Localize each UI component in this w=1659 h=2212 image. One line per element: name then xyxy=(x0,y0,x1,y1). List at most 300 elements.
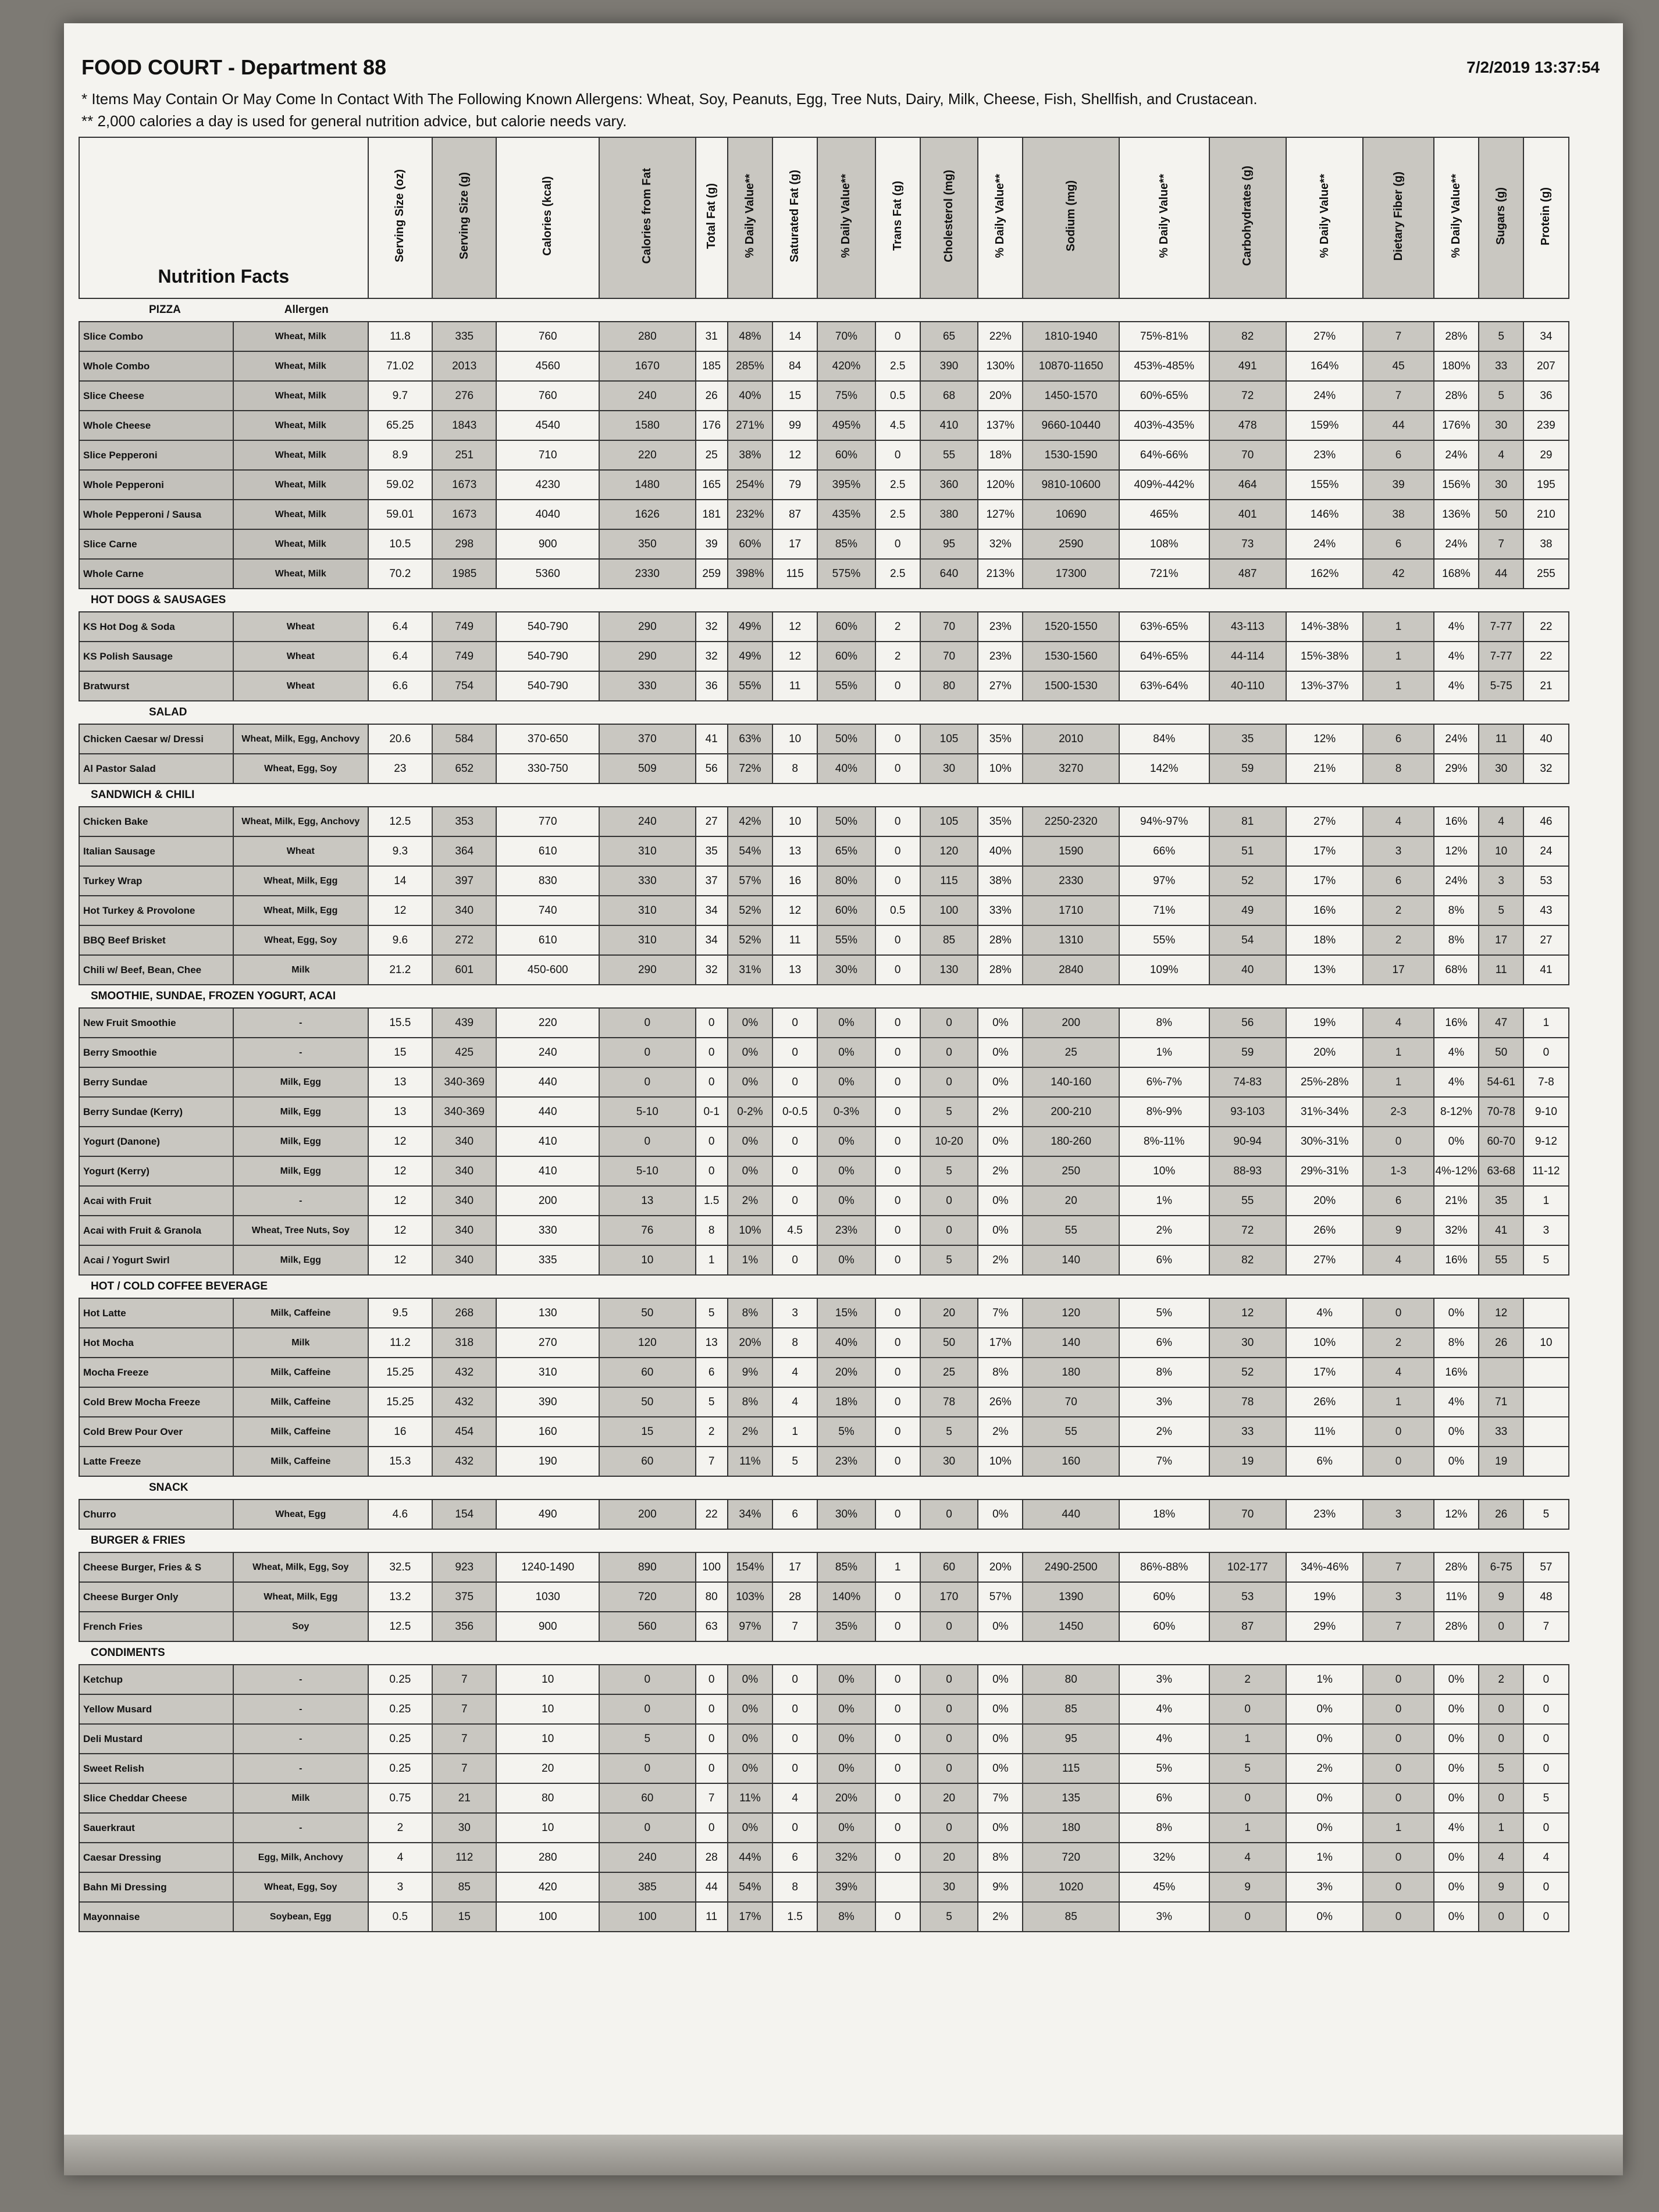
nutrition-value: 30 xyxy=(920,1447,978,1476)
section-title: SNACK xyxy=(79,1476,1569,1499)
nutrition-value: 176% xyxy=(1434,411,1479,440)
nutrition-value: 6 xyxy=(1363,724,1433,754)
nutrition-value: 84% xyxy=(1119,724,1209,754)
nutrition-value: 4% xyxy=(1286,1298,1363,1328)
nutrition-value: 53 xyxy=(1523,866,1568,896)
nutrition-value: 59.01 xyxy=(368,500,432,529)
item-name: Caesar Dressing xyxy=(79,1843,233,1872)
column-header-label: Sugars (g) xyxy=(1494,187,1508,245)
nutrition-value: 240 xyxy=(496,1038,599,1067)
nutrition-value: 15 xyxy=(599,1417,696,1447)
nutrition-value: 487 xyxy=(1209,559,1286,589)
item-allergens: Milk xyxy=(233,1328,368,1358)
nutrition-value: 0.25 xyxy=(368,1754,432,1783)
nutrition-value: 159% xyxy=(1286,411,1363,440)
nutrition-value: 5 xyxy=(696,1298,728,1328)
nutrition-value: 7 xyxy=(432,1754,496,1783)
nutrition-value: 10 xyxy=(772,807,817,836)
nutrition-value: 2 xyxy=(875,612,920,642)
nutrition-value: 24% xyxy=(1286,381,1363,411)
nutrition-value: 0 xyxy=(1363,1447,1433,1476)
item-name: Cheese Burger, Fries & S xyxy=(79,1552,233,1582)
nutrition-value: 3 xyxy=(1363,836,1433,866)
nutrition-value: 7 xyxy=(1363,381,1433,411)
nutrition-value: 8 xyxy=(772,1872,817,1902)
table-row xyxy=(79,1417,1614,1447)
nutrition-value: 2 xyxy=(875,642,920,671)
nutrition-value: 2590 xyxy=(1023,529,1119,559)
nutrition-value: 5-75 xyxy=(1479,671,1523,701)
item-allergens: Soy xyxy=(233,1612,368,1641)
nutrition-value: 4% xyxy=(1119,1694,1209,1724)
nutrition-value: 1390 xyxy=(1023,1582,1119,1612)
nutrition-value: 0 xyxy=(875,1499,920,1529)
nutrition-value: 30 xyxy=(432,1813,496,1843)
item-allergens: Wheat, Milk xyxy=(233,559,368,589)
nutrition-value: 2 xyxy=(1363,896,1433,925)
nutrition-value: 0 xyxy=(772,1245,817,1275)
nutrition-value: 15.3 xyxy=(368,1447,432,1476)
nutrition-value: 20% xyxy=(978,381,1023,411)
nutrition-value: 0 xyxy=(875,1724,920,1754)
nutrition-value: 1480 xyxy=(599,470,696,500)
item-name: Deli Mustard xyxy=(79,1724,233,1754)
nutrition-value: 3 xyxy=(1363,1582,1433,1612)
nutrition-value: 75% xyxy=(817,381,875,411)
nutrition-value: 22% xyxy=(978,322,1023,351)
nutrition-value: 0 xyxy=(875,529,920,559)
nutrition-value: 0 xyxy=(1523,1038,1568,1067)
section-header-row xyxy=(79,1476,1614,1499)
nutrition-value: 0 xyxy=(696,1156,728,1186)
nutrition-value: 63-68 xyxy=(1479,1156,1523,1186)
nutrition-value: 23% xyxy=(978,642,1023,671)
nutrition-value: 6-75 xyxy=(1479,1552,1523,1582)
nutrition-value: 0 xyxy=(1523,1665,1568,1694)
nutrition-value: 11% xyxy=(1434,1582,1479,1612)
nutrition-value: 28 xyxy=(696,1843,728,1872)
nutrition-value: 20% xyxy=(978,1552,1023,1582)
nutrition-value: 1500-1530 xyxy=(1023,671,1119,701)
nutrition-value: 115 xyxy=(772,559,817,589)
nutrition-value: 21% xyxy=(1286,754,1363,783)
table-row xyxy=(79,1245,1614,1275)
nutrition-value: 0 xyxy=(875,1008,920,1038)
nutrition-value: 70 xyxy=(920,642,978,671)
nutrition-value: 32.5 xyxy=(368,1552,432,1582)
nutrition-value: 0.5 xyxy=(875,896,920,925)
item-allergens: Wheat, Egg xyxy=(233,1499,368,1529)
nutrition-value: 50% xyxy=(817,724,875,754)
nutrition-value: 7% xyxy=(978,1783,1023,1813)
nutrition-value: 12 xyxy=(772,612,817,642)
nutrition-value: 0.25 xyxy=(368,1665,432,1694)
nutrition-value: 3 xyxy=(368,1872,432,1902)
nutrition-value: 0% xyxy=(1434,1298,1479,1328)
nutrition-value: 2 xyxy=(368,1813,432,1843)
nutrition-value: 160 xyxy=(496,1417,599,1447)
nutrition-value: 70% xyxy=(817,322,875,351)
nutrition-value: 0 xyxy=(1363,1724,1433,1754)
nutrition-value: 0% xyxy=(817,1245,875,1275)
nutrition-value: 465% xyxy=(1119,500,1209,529)
nutrition-value: 142% xyxy=(1119,754,1209,783)
nutrition-value: 17300 xyxy=(1023,559,1119,589)
nutrition-value: 720 xyxy=(1023,1843,1119,1872)
nutrition-value: 57% xyxy=(978,1582,1023,1612)
nutrition-value: 60 xyxy=(920,1552,978,1582)
nutrition-value: 0 xyxy=(875,1245,920,1275)
nutrition-value: 0% xyxy=(728,1813,772,1843)
nutrition-value: 0 xyxy=(875,1387,920,1417)
item-allergens: - xyxy=(233,1038,368,1067)
nutrition-value: 17% xyxy=(1286,866,1363,896)
item-allergens: Wheat, Milk, Egg, Anchovy xyxy=(233,807,368,836)
nutrition-value: 127% xyxy=(978,500,1023,529)
nutrition-value: 10% xyxy=(978,754,1023,783)
nutrition-value: 540-790 xyxy=(496,671,599,701)
nutrition-value: 0 xyxy=(599,1754,696,1783)
nutrition-value: 420% xyxy=(817,351,875,381)
nutrition-value: 120 xyxy=(599,1328,696,1358)
nutrition-value: 32% xyxy=(1119,1843,1209,1872)
table-row xyxy=(79,1298,1614,1328)
nutrition-value: 60 xyxy=(599,1447,696,1476)
nutrition-value: 5 xyxy=(1479,381,1523,411)
nutrition-value: 0 xyxy=(1209,1902,1286,1932)
nutrition-value: 0 xyxy=(696,1008,728,1038)
nutrition-value: 4 xyxy=(772,1387,817,1417)
nutrition-value: 12 xyxy=(772,896,817,925)
nutrition-value: 54-61 xyxy=(1479,1067,1523,1097)
nutrition-value: 160 xyxy=(1023,1447,1119,1476)
section-header-row xyxy=(79,701,1614,724)
table-row xyxy=(79,1582,1614,1612)
nutrition-value: 3 xyxy=(1363,1499,1433,1529)
column-header xyxy=(1363,137,1433,298)
nutrition-value: 32 xyxy=(696,642,728,671)
nutrition-value: 370 xyxy=(599,724,696,754)
nutrition-value: 0% xyxy=(1434,1417,1479,1447)
table-row xyxy=(79,1358,1614,1387)
nutrition-value: 32 xyxy=(1523,754,1568,783)
nutrition-value: 6 xyxy=(1363,866,1433,896)
nutrition-value: 10% xyxy=(728,1216,772,1245)
item-name: Whole Cheese xyxy=(79,411,233,440)
nutrition-value: 9-10 xyxy=(1523,1097,1568,1127)
column-header-label: % Daily Value** xyxy=(1318,174,1331,258)
item-allergens: Wheat, Milk xyxy=(233,470,368,500)
nutrition-value: 36 xyxy=(696,671,728,701)
nutrition-value: 19% xyxy=(1286,1582,1363,1612)
nutrition-value: 97% xyxy=(1119,866,1209,896)
nutrition-value: 2013 xyxy=(432,351,496,381)
item-allergens: Milk, Caffeine xyxy=(233,1417,368,1447)
item-name: Mocha Freeze xyxy=(79,1358,233,1387)
nutrition-value: 9 xyxy=(1479,1582,1523,1612)
nutrition-value: 440 xyxy=(496,1067,599,1097)
nutrition-value: 8% xyxy=(1434,896,1479,925)
nutrition-value: 1% xyxy=(1286,1843,1363,1872)
nutrition-value: 60%-65% xyxy=(1119,381,1209,411)
nutrition-value: 272 xyxy=(432,925,496,955)
item-name: Turkey Wrap xyxy=(79,866,233,896)
nutrition-value: 20% xyxy=(1286,1186,1363,1216)
nutrition-value: 340 xyxy=(432,1245,496,1275)
nutrition-value: 75%-81% xyxy=(1119,322,1209,351)
nutrition-value: 11.2 xyxy=(368,1328,432,1358)
nutrition-value: 81 xyxy=(1209,807,1286,836)
nutrition-value: 12 xyxy=(772,440,817,470)
nutrition-value: 390 xyxy=(920,351,978,381)
nutrition-value: 74-83 xyxy=(1209,1067,1286,1097)
nutrition-value: 13% xyxy=(1286,955,1363,985)
item-name: Acai / Yogurt Swirl xyxy=(79,1245,233,1275)
column-header-label: Calories (kcal) xyxy=(541,176,554,256)
nutrition-value: 16% xyxy=(1434,1358,1479,1387)
nutrition-value: 0 xyxy=(875,1783,920,1813)
item-allergens: Milk xyxy=(233,1783,368,1813)
item-allergens: Wheat, Milk xyxy=(233,500,368,529)
nutrition-value: 50% xyxy=(817,807,875,836)
nutrition-value: 0 xyxy=(1363,1694,1433,1724)
nutrition-value: 360 xyxy=(920,470,978,500)
nutrition-value: 40% xyxy=(817,754,875,783)
item-name: Acai with Fruit xyxy=(79,1186,233,1216)
nutrition-value: 1 xyxy=(1363,612,1433,642)
nutrition-value: 207 xyxy=(1523,351,1568,381)
nutrition-value: 0 xyxy=(875,1813,920,1843)
nutrition-value: 239 xyxy=(1523,411,1568,440)
item-name: Hot Mocha xyxy=(79,1328,233,1358)
nutrition-value: 5 xyxy=(920,1097,978,1127)
section-title: SMOOTHIE, SUNDAE, FROZEN YOGURT, ACAI xyxy=(79,985,1569,1008)
nutrition-value: 0 xyxy=(772,1156,817,1186)
nutrition-value: 1843 xyxy=(432,411,496,440)
nutrition-value: 55% xyxy=(728,671,772,701)
column-header-label: % Daily Value** xyxy=(743,174,756,258)
nutrition-value: 1520-1550 xyxy=(1023,612,1119,642)
nutrition-value: 23% xyxy=(1286,1499,1363,1529)
nutrition-value: 29%-31% xyxy=(1286,1156,1363,1186)
nutrition-value: 85 xyxy=(432,1872,496,1902)
nutrition-value: 100 xyxy=(920,896,978,925)
nutrition-value: 52 xyxy=(1209,866,1286,896)
nutrition-value: 0 xyxy=(696,1813,728,1843)
nutrition-value: 78 xyxy=(1209,1387,1286,1417)
nutrition-value: 0 xyxy=(1363,1665,1433,1694)
nutrition-value: 20% xyxy=(817,1783,875,1813)
nutrition-value: 397 xyxy=(432,866,496,896)
nutrition-value: 5360 xyxy=(496,559,599,589)
nutrition-value: 18% xyxy=(1286,925,1363,955)
nutrition-value: 87 xyxy=(1209,1612,1286,1641)
nutrition-value: 335 xyxy=(496,1245,599,1275)
nutrition-value: 7 xyxy=(1363,1552,1433,1582)
nutrition-value: 4%-12% xyxy=(1434,1156,1479,1186)
nutrition-value: 3% xyxy=(1119,1902,1209,1932)
nutrition-value: 0-1 xyxy=(696,1097,728,1127)
nutrition-value: 4040 xyxy=(496,500,599,529)
nutrition-value: 10-20 xyxy=(920,1127,978,1156)
nutrition-value: 34 xyxy=(696,896,728,925)
table-row xyxy=(79,1067,1614,1097)
nutrition-value: 7 xyxy=(432,1724,496,1754)
nutrition-value: 10690 xyxy=(1023,500,1119,529)
nutrition-value: 30 xyxy=(1209,1328,1286,1358)
nutrition-value: 109% xyxy=(1119,955,1209,985)
nutrition-value: 11 xyxy=(696,1902,728,1932)
nutrition-value: 1310 xyxy=(1023,925,1119,955)
item-allergens: Milk, Egg xyxy=(233,1097,368,1127)
nutrition-value: 6%-7% xyxy=(1119,1067,1209,1097)
nutrition-value: 0% xyxy=(978,1216,1023,1245)
nutrition-value: 1 xyxy=(875,1552,920,1582)
nutrition-value: 410 xyxy=(496,1156,599,1186)
table-row xyxy=(79,1665,1614,1694)
nutrition-value: 5% xyxy=(1119,1298,1209,1328)
nutrition-value: 0 xyxy=(920,1754,978,1783)
table-row xyxy=(79,411,1614,440)
section-title: CONDIMENTS xyxy=(79,1641,1569,1665)
nutrition-value: 0 xyxy=(875,1582,920,1612)
column-header-label: % Daily Value** xyxy=(1449,174,1462,258)
nutrition-value xyxy=(1523,1417,1568,1447)
nutrition-value: 0% xyxy=(978,1499,1023,1529)
nutrition-value: 30 xyxy=(1479,470,1523,500)
nutrition-value: 0% xyxy=(1434,1447,1479,1476)
nutrition-value: 335 xyxy=(432,322,496,351)
nutrition-value: 8% xyxy=(1434,925,1479,955)
nutrition-value: 0% xyxy=(728,1694,772,1724)
nutrition-value: 2330 xyxy=(599,559,696,589)
nutrition-value: 63%-65% xyxy=(1119,612,1209,642)
nutrition-value: 353 xyxy=(432,807,496,836)
nutrition-value: 7 xyxy=(1363,1612,1433,1641)
nutrition-value: 0 xyxy=(772,1694,817,1724)
table-row xyxy=(79,1694,1614,1724)
nutrition-value: 60% xyxy=(1119,1582,1209,1612)
nutrition-value: 5-10 xyxy=(599,1156,696,1186)
nutrition-value: 28% xyxy=(1434,1612,1479,1641)
nutrition-value: 453%-485% xyxy=(1119,351,1209,381)
nutrition-value: 439 xyxy=(432,1008,496,1038)
nutrition-value: 9% xyxy=(978,1872,1023,1902)
nutrition-value: 30 xyxy=(1479,411,1523,440)
table-row xyxy=(79,1843,1614,1872)
item-allergens: Milk, Caffeine xyxy=(233,1447,368,1476)
nutrition-value: 11% xyxy=(728,1447,772,1476)
nutrition-value: 0% xyxy=(728,1067,772,1097)
nutrition-value: 432 xyxy=(432,1387,496,1417)
nutrition-value: 35% xyxy=(817,1612,875,1641)
nutrition-value: 0% xyxy=(817,1127,875,1156)
column-header xyxy=(728,137,772,298)
nutrition-value: 35 xyxy=(696,836,728,866)
nutrition-value: 8% xyxy=(1119,1813,1209,1843)
nutrition-value: 82 xyxy=(1209,1245,1286,1275)
item-allergens: Milk xyxy=(233,955,368,985)
nutrition-value: 6.6 xyxy=(368,671,432,701)
nutrition-value: 0 xyxy=(1523,1754,1568,1783)
nutrition-value: 7 xyxy=(1523,1612,1568,1641)
nutrition-value: 63% xyxy=(728,724,772,754)
nutrition-value: 68% xyxy=(1434,955,1479,985)
table-row xyxy=(79,925,1614,955)
nutrition-value: 0 xyxy=(920,1038,978,1067)
nutrition-value: 0 xyxy=(875,1127,920,1156)
nutrition-value: 6 xyxy=(1363,529,1433,559)
item-allergens: Milk, Caffeine xyxy=(233,1387,368,1417)
nutrition-value: 4% xyxy=(1434,1038,1479,1067)
table-row xyxy=(79,1813,1614,1843)
nutrition-value: 1810-1940 xyxy=(1023,322,1119,351)
nutrition-value: 410 xyxy=(920,411,978,440)
nutrition-value: 60% xyxy=(817,896,875,925)
nutrition-value: 4 xyxy=(1479,807,1523,836)
nutrition-value: 6 xyxy=(696,1358,728,1387)
nutrition-value: 137% xyxy=(978,411,1023,440)
nutrition-value: 1 xyxy=(1363,642,1433,671)
nutrition-value: 0 xyxy=(1363,1127,1433,1156)
nutrition-value: 4560 xyxy=(496,351,599,381)
nutrition-value: 0 xyxy=(696,1694,728,1724)
nutrition-value: 55 xyxy=(1023,1216,1119,1245)
nutrition-value: 8%-11% xyxy=(1119,1127,1209,1156)
nutrition-value: 10 xyxy=(496,1813,599,1843)
nutrition-value: 4% xyxy=(1434,1067,1479,1097)
nutrition-value: 0 xyxy=(875,1665,920,1694)
nutrition-value: 16% xyxy=(1434,1245,1479,1275)
column-header xyxy=(920,137,978,298)
item-name: Whole Pepperoni / Sausa xyxy=(79,500,233,529)
nutrition-value: 28% xyxy=(1434,381,1479,411)
item-name: Yellow Musard xyxy=(79,1694,233,1724)
nutrition-value: 60% xyxy=(1119,1612,1209,1641)
nutrition-value: 12 xyxy=(772,642,817,671)
nutrition-value: 25 xyxy=(696,440,728,470)
table-row xyxy=(79,1008,1614,1038)
nutrition-value: 59 xyxy=(1209,1038,1286,1067)
binder-edge xyxy=(64,2135,1623,2175)
nutrition-value: 6.4 xyxy=(368,612,432,642)
nutrition-value: 0 xyxy=(875,1097,920,1127)
nutrition-value: 31% xyxy=(728,955,772,985)
nutrition-value: 42 xyxy=(1363,559,1433,589)
nutrition-value: 180 xyxy=(1023,1358,1119,1387)
nutrition-value: 0 xyxy=(920,1499,978,1529)
nutrition-value: 35% xyxy=(978,807,1023,836)
nutrition-value: 1450 xyxy=(1023,1612,1119,1641)
nutrition-value: 0 xyxy=(920,1186,978,1216)
nutrition-value: 0 xyxy=(875,1067,920,1097)
nutrition-value: 740 xyxy=(496,896,599,925)
nutrition-value: 32% xyxy=(1434,1216,1479,1245)
item-allergens: - xyxy=(233,1724,368,1754)
nutrition-value: 6% xyxy=(1119,1245,1209,1275)
table-row xyxy=(79,724,1614,754)
nutrition-value: 17% xyxy=(978,1328,1023,1358)
nutrition-value: 17 xyxy=(1479,925,1523,955)
nutrition-value: 0 xyxy=(875,1298,920,1328)
nutrition-value: 8% xyxy=(978,1843,1023,1872)
nutrition-value: 200 xyxy=(1023,1008,1119,1038)
table-row xyxy=(79,807,1614,836)
nutrition-value: 195 xyxy=(1523,470,1568,500)
item-name: Sweet Relish xyxy=(79,1754,233,1783)
table-row xyxy=(79,1754,1614,1783)
nutrition-value: 0% xyxy=(817,1038,875,1067)
